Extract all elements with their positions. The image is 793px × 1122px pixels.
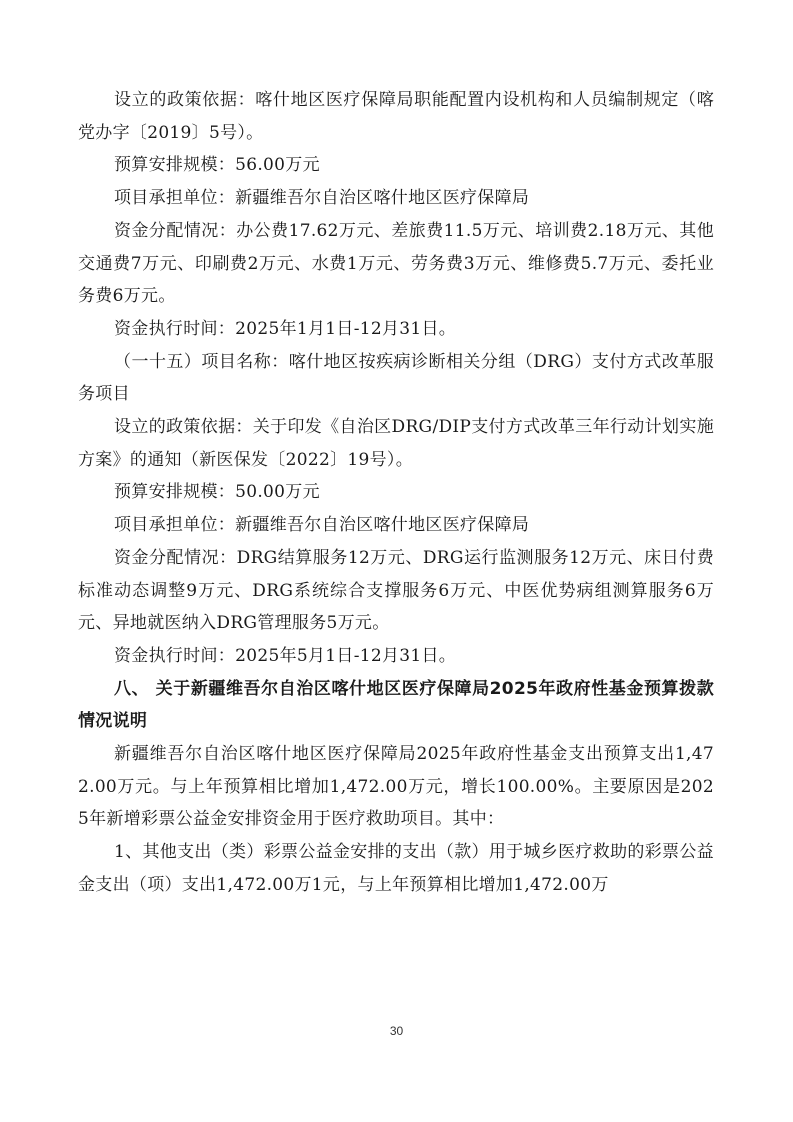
document-body [78, 84, 714, 902]
section-detail-paragraph: 1、其他支出（类）彩票公益金安排的支出（款）用于城乡医疗救助的彩票公益金支出（项）支出1,472.00万1元，与上年预算相比增加1,472.00万 [78, 842, 714, 895]
undertaking-unit-paragraph: 项目承担单位：新疆维吾尔自治区喀什地区医疗保障局 [114, 188, 530, 209]
execution-time-paragraph: 资金执行时间：2025年5月1日-12月31日。 [114, 645, 457, 666]
budget-scale-paragraph: 预算安排规模：56.00万元 [114, 155, 320, 176]
fund-allocation-paragraph: 资金分配情况：DRG结算服务12万元、DRG运行监测服务12万元、床日付费标准动态调整9万元、DRG系统综合支撑服务6万元、中医优势病组测算服务6万元、异地就医纳入DRG管理服务5万元。 [78, 547, 714, 634]
policy-basis-paragraph: 设立的政策依据：关于印发《自治区DRG/DIP支付方式改革三年行动计划实施方案》的通知（新医保发〔2022〕19号）。 [78, 417, 714, 470]
section-summary-paragraph: 新疆维吾尔自治区喀什地区医疗保障局2025年政府性基金支出预算支出1,472.00万元。与上年预算相比增加1,472.00万元，增长100.00%。主要原因是2025年新增彩票公益金安排资金用于医疗救助项目。其中： [78, 744, 714, 830]
project-name-paragraph: （一十五）项目名称：喀什地区按疾病诊断相关分组（DRG）支付方式改革服务项目 [78, 351, 714, 405]
budget-scale-paragraph: 预算安排规模：50.00万元 [114, 482, 320, 503]
policy-basis-paragraph: 设立的政策依据：喀什地区医疗保障局职能配置内设机构和人员编制规定（喀党办字〔2019〕5号）。 [78, 90, 714, 143]
fund-allocation-paragraph: 资金分配情况：办公费17.62万元、差旅费11.5万元、培训费2.18万元、其他交通费7万元、印刷费2万元、水费1万元、劳务费3万元、维修费5.7万元、委托业务费6万元。 [78, 220, 714, 307]
section-heading: 八、 关于新疆维吾尔自治区喀什地区医疗保障局2025年政府性基金预算拨款情况说明 [78, 678, 714, 732]
undertaking-unit-paragraph: 项目承担单位：新疆维吾尔自治区喀什地区医疗保障局 [114, 515, 530, 536]
page-number: 30 [389, 1024, 404, 1038]
execution-time-paragraph: 资金执行时间：2025年1月1日-12月31日。 [114, 318, 457, 339]
